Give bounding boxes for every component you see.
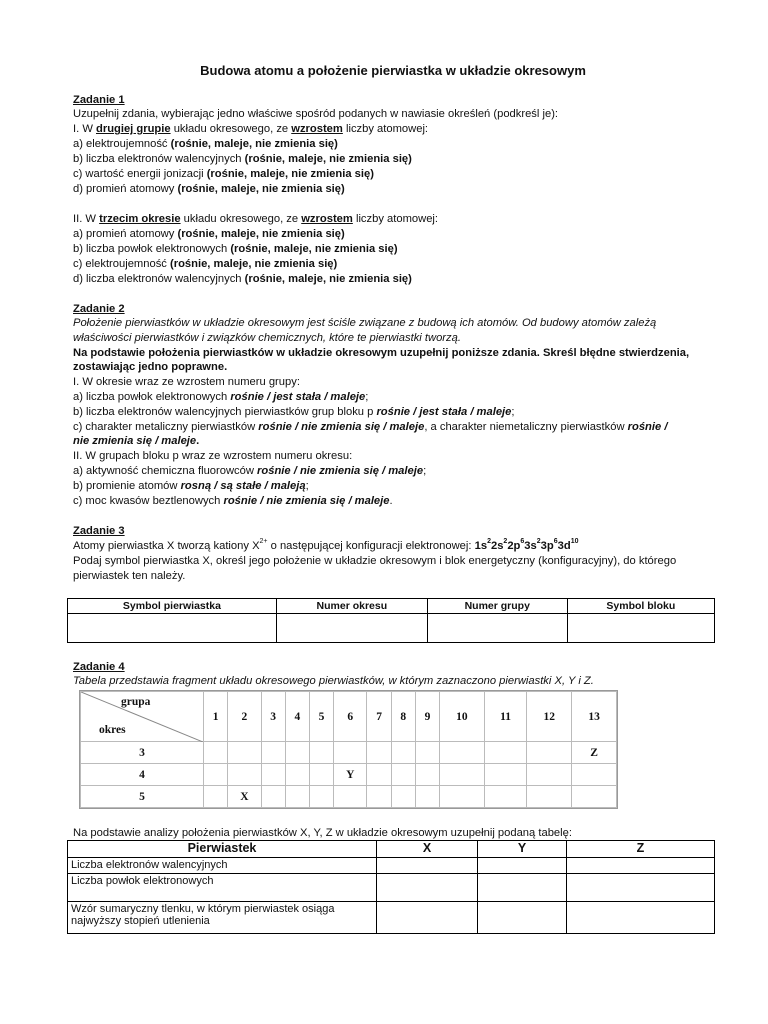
col-header: Z — [567, 841, 715, 858]
group-header: 13 — [572, 692, 617, 742]
answer-cell[interactable] — [478, 902, 567, 934]
answer-cell[interactable] — [377, 858, 478, 874]
item-text: b) liczba powłok elektronowych — [73, 243, 231, 255]
cell: Z — [572, 742, 617, 764]
z4-intro: Tabela przedstawia fragment układu okresowego pierwiastków, w którym zaznaczono pierwiastki X, Y i Z. — [73, 675, 594, 687]
period-label: 4 — [81, 764, 204, 786]
options[interactable]: rośnie / nie zmienia się / maleje — [223, 495, 390, 507]
col-header: X — [377, 841, 478, 858]
cell — [415, 742, 439, 764]
z1-part-II — [73, 212, 438, 226]
corner-header — [81, 692, 204, 742]
charge: 2+ — [259, 538, 268, 546]
orbital-count: 2 — [503, 538, 508, 546]
cell — [261, 742, 285, 764]
answer-cell[interactable] — [478, 874, 567, 902]
text: , a charakter niemetaliczny pierwiastków — [424, 421, 628, 433]
periodic-table-fragment — [79, 690, 618, 809]
row-label: Liczba powłok elektronowych — [68, 874, 377, 902]
answer-cell[interactable] — [427, 614, 567, 643]
z3-line-1 — [73, 539, 578, 553]
cell — [334, 786, 367, 808]
group-header: 3 — [261, 692, 285, 742]
row-label-line: najwyższy stopień utlenienia — [71, 915, 210, 927]
period-label: 3 — [81, 742, 204, 764]
text: . — [196, 435, 200, 447]
item-text: c) elektroujemność — [73, 258, 170, 270]
options[interactable]: rośnie / — [627, 421, 668, 433]
group-header: 2 — [228, 692, 261, 742]
item-options[interactable]: (rośnie, maleje, nie zmienia się) — [170, 138, 338, 150]
group-header: 6 — [334, 692, 367, 742]
col-header: Numer okresu — [276, 599, 427, 614]
z2-II-c — [73, 494, 393, 508]
group-header: 5 — [309, 692, 333, 742]
grupa-label: grupa — [121, 696, 151, 708]
item-text: a) elektroujemność — [73, 138, 171, 150]
electron-config — [475, 540, 579, 552]
cell — [228, 742, 261, 764]
cell — [309, 764, 333, 786]
z1-I-item-d — [73, 182, 345, 196]
col-header: Pierwiastek — [68, 841, 377, 858]
orbital: 3p — [540, 540, 554, 552]
underlined-term: drugiej grupie — [96, 123, 171, 135]
z3-heading: Zadanie 3 — [73, 525, 125, 537]
page-title: Budowa atomu a położenie pierwiastka w układzie okresowym — [200, 63, 586, 78]
col-header: Symbol bloku — [567, 599, 714, 614]
item-text: b) liczba elektronów walencyjnych — [73, 153, 245, 165]
group-header: 8 — [391, 692, 415, 742]
cell — [440, 742, 485, 764]
z1-II-item-c — [73, 257, 337, 271]
orbital: 3d — [557, 540, 571, 552]
cell — [309, 786, 333, 808]
z2-intro-2: właściwości pierwiastków i związków chemicznych, które te pierwiastki tworzą. — [73, 332, 461, 344]
text: I. W — [73, 123, 96, 135]
cell — [204, 786, 228, 808]
cell — [572, 764, 617, 786]
cell — [391, 786, 415, 808]
z1-I-item-c — [73, 167, 374, 181]
z2-II-a — [73, 464, 426, 478]
z1-I-item-a — [73, 137, 338, 151]
item-text: d) promień atomowy — [73, 183, 178, 195]
answer-cell[interactable] — [567, 902, 715, 934]
period-label: 5 — [81, 786, 204, 808]
answer-cell[interactable] — [567, 874, 715, 902]
group-header: 7 — [367, 692, 391, 742]
cell — [572, 786, 617, 808]
orbital-count: 6 — [520, 538, 525, 546]
text: liczby atomowej: — [352, 213, 439, 225]
text: układu okresowego, ze — [170, 123, 292, 135]
underlined-term: wzrostem — [301, 213, 353, 225]
row-label: Liczba elektronów walencyjnych — [68, 858, 377, 874]
z2-heading: Zadanie 2 — [73, 303, 125, 315]
options[interactable]: rosną / są stałe / maleją — [180, 480, 306, 492]
cell: X — [228, 786, 261, 808]
options[interactable]: rośnie / jest stała / maleje — [230, 391, 366, 403]
z2-I-a — [73, 390, 368, 404]
period-row — [81, 764, 617, 786]
cell — [440, 764, 485, 786]
cell: Y — [334, 764, 367, 786]
row-label-line: Wzór sumaryczny tlenku, w którym pierwiastek osiąga — [71, 903, 335, 915]
text: liczby atomowej: — [342, 123, 429, 135]
answer-cell[interactable] — [478, 858, 567, 874]
item-text: a) promień atomowy — [73, 228, 178, 240]
z2-instruction-2: zostawiając jedno poprawne. — [73, 361, 228, 373]
cell — [391, 764, 415, 786]
z1-instruction: Uzupełnij zdania, wybierając jedno właściwe spośród podanych w nawiasie określeń (podkreśl je): — [73, 108, 559, 120]
cell — [204, 764, 228, 786]
cell — [261, 786, 285, 808]
cell — [484, 764, 527, 786]
cell — [285, 742, 309, 764]
text: ; — [423, 465, 427, 477]
cell — [309, 742, 333, 764]
text: II. W — [73, 213, 100, 225]
cell — [440, 786, 485, 808]
period-row — [81, 786, 617, 808]
text: b) liczba elektronów walencyjnych pierwiastków grup bloku p — [73, 406, 377, 418]
col-header: Symbol pierwiastka — [68, 599, 277, 614]
item-text: d) liczba elektronów walencyjnych — [73, 273, 245, 285]
cell — [261, 764, 285, 786]
period-row — [81, 742, 617, 764]
cell — [367, 742, 391, 764]
options[interactable]: nie zmienia się / maleje — [73, 435, 197, 447]
z2-part-I: I. W okresie wraz ze wzrostem numeru grupy: — [73, 376, 300, 388]
cell — [367, 786, 391, 808]
text: . — [389, 495, 393, 507]
z2-I-b — [73, 405, 515, 419]
z3-answer-table — [67, 598, 715, 643]
group-header: 9 — [415, 692, 439, 742]
item-options[interactable]: (rośnie, maleje, nie zmienia się) — [170, 258, 338, 270]
underlined-term: trzecim okresie — [99, 213, 181, 225]
z2-I-c — [73, 420, 667, 434]
z3-line-3: pierwiastek ten należy. — [73, 570, 186, 582]
text: ; — [305, 480, 309, 492]
cell — [415, 786, 439, 808]
answer-cell[interactable] — [377, 874, 478, 902]
z1-heading: Zadanie 1 — [73, 94, 125, 106]
cell — [527, 742, 572, 764]
answer-cell[interactable] — [567, 858, 715, 874]
text: a) liczba powłok elektronowych — [73, 391, 231, 403]
group-header: 4 — [285, 692, 309, 742]
text: a) aktywność chemiczna fluorowców — [73, 465, 258, 477]
item-text: c) wartość energii jonizacji — [73, 168, 207, 180]
cell — [415, 764, 439, 786]
text: ; — [511, 406, 515, 418]
answer-cell[interactable] — [276, 614, 427, 643]
cell — [484, 786, 527, 808]
text: c) charakter metaliczny pierwiastków — [73, 421, 259, 433]
z4-heading: Zadanie 4 — [73, 661, 125, 673]
item-options[interactable]: (rośnie, maleje, nie zmienia się) — [177, 228, 345, 240]
item-options[interactable]: (rośnie, maleje, nie zmienia się) — [230, 243, 398, 255]
item-options[interactable]: (rośnie, maleje, nie zmienia się) — [244, 153, 412, 165]
underlined-term: wzrostem — [291, 123, 343, 135]
okres-label: okres — [99, 724, 126, 736]
text: c) moc kwasów beztlenowych — [73, 495, 224, 507]
cell — [391, 742, 415, 764]
cell — [484, 742, 527, 764]
z2-part-II: II. W grupach bloku p wraz ze wzrostem numeru okresu: — [73, 450, 353, 462]
cell — [334, 742, 367, 764]
cell — [285, 786, 309, 808]
z2-instruction-1: Na podstawie położenia pierwiastków w układzie okresowym uzupełnij poniższe zdania. Skreśl błędne stwierdzenia, — [73, 347, 690, 359]
item-options[interactable]: (rośnie, maleje, nie zmienia się) — [206, 168, 374, 180]
z1-II-item-a — [73, 227, 345, 241]
answer-cell[interactable] — [377, 902, 478, 934]
cell — [527, 786, 572, 808]
group-header: 11 — [484, 692, 527, 742]
orbital-count: 2 — [536, 538, 541, 546]
item-options[interactable]: (rośnie, maleje, nie zmienia się) — [244, 273, 412, 285]
z2-intro-1: Położenie pierwiastków w układzie okresowym jest ściśle związane z budową ich atomów. Od budowy atomów zależą — [73, 317, 657, 329]
options[interactable]: rośnie / nie zmienia się / maleje — [258, 421, 425, 433]
z1-II-item-b — [73, 242, 398, 256]
z4-answer-table — [67, 840, 715, 934]
text: ; — [365, 391, 369, 403]
text: Atomy pierwiastka X tworzą kationy X — [73, 540, 260, 552]
orbital-count: 10 — [570, 538, 579, 546]
text: układu okresowego, ze — [180, 213, 302, 225]
cell — [527, 764, 572, 786]
answer-cell[interactable] — [567, 614, 714, 643]
orbital: 2s — [490, 540, 504, 552]
answer-cell[interactable] — [68, 614, 277, 643]
orbital: 1s — [474, 540, 488, 552]
col-header: Y — [478, 841, 567, 858]
text: o następującej konfiguracji elektronowej: — [267, 540, 475, 552]
group-header: 12 — [527, 692, 572, 742]
group-header: 1 — [204, 692, 228, 742]
cell — [285, 764, 309, 786]
cell — [204, 742, 228, 764]
orbital-count: 2 — [487, 538, 491, 546]
z2-I-c-cont — [73, 434, 199, 448]
z1-I-item-b — [73, 152, 412, 166]
z2-II-b — [73, 479, 309, 493]
row-label — [68, 902, 377, 934]
z3-line-2: Podaj symbol pierwiastka X, określ jego położenie w układzie okresowym i blok energetyczny (konfiguracyjny), do którego — [73, 555, 677, 567]
orbital-count: 6 — [553, 538, 558, 546]
orbital: 3s — [524, 540, 537, 552]
group-header: 10 — [440, 692, 485, 742]
z4-instruction: Na podstawie analizy położenia pierwiastków X, Y, Z w układzie okresowym uzupełnij podaną tabelę: — [73, 827, 572, 839]
options[interactable]: rośnie / nie zmienia się / maleje — [257, 465, 424, 477]
z1-II-item-d — [73, 272, 412, 286]
item-options[interactable]: (rośnie, maleje, nie zmienia się) — [177, 183, 345, 195]
cell — [228, 764, 261, 786]
z1-part-I — [73, 122, 428, 136]
cell — [367, 764, 391, 786]
orbital: 2p — [507, 540, 521, 552]
col-header: Numer grupy — [427, 599, 567, 614]
text: b) promienie atomów — [73, 480, 181, 492]
options[interactable]: rośnie / jest stała / maleje — [376, 406, 512, 418]
